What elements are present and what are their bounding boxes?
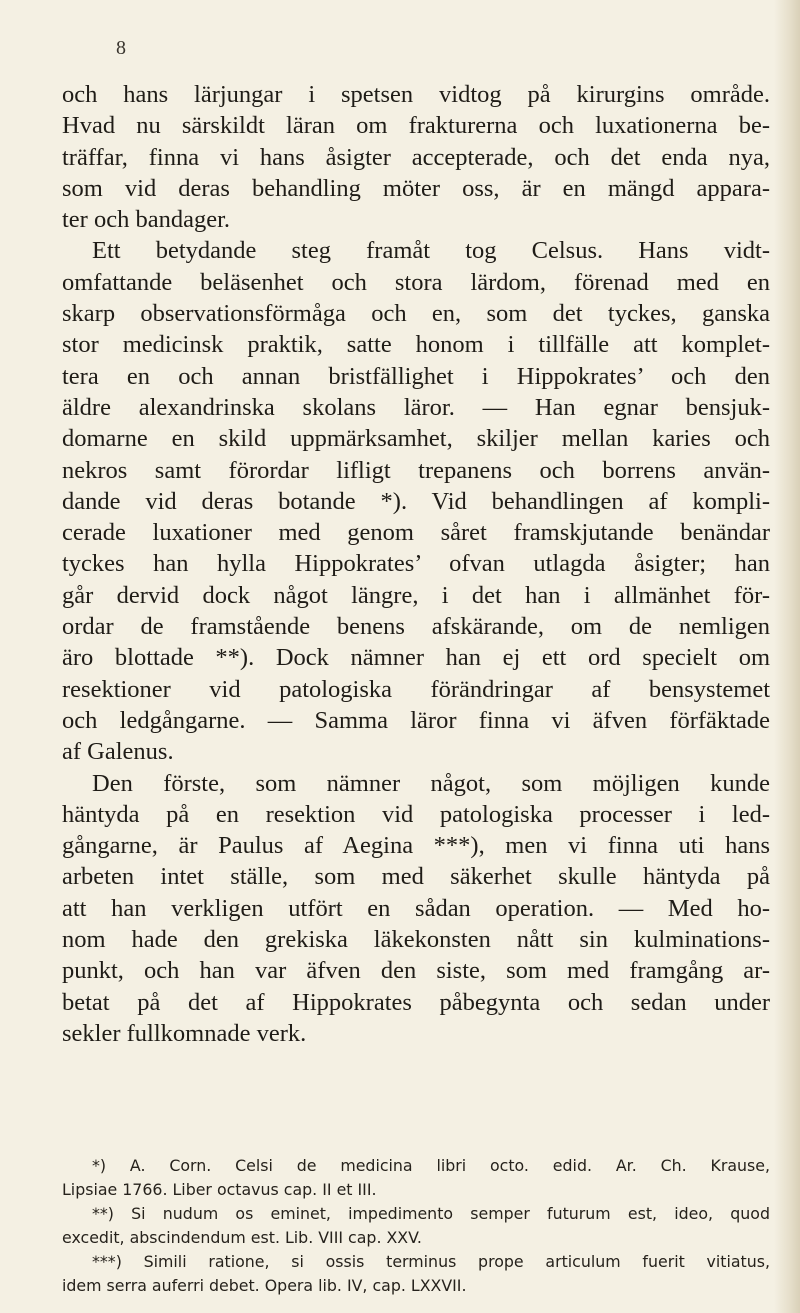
text-line: arbeten intet ställe, som med säkerhet skulle häntyda på [62,863,770,891]
footnote-line: excedit, abscindendum est. Lib. VIII cap. XXV. [62,1228,422,1247]
text-line: af Galenus. [62,738,174,766]
text-line: resektioner vid patologiska förändringar af bensystemet [62,675,770,703]
body-text [62,79,770,1049]
text-line: Den förste, som nämner något, som möjligen kunde [92,769,770,797]
text-line: äro blottade **). Dock nämner han ej ett ord specielt om [62,644,770,672]
footnote-line: Lipsiae 1766. Liber octavus cap. II et III. [62,1180,377,1199]
text-line: äldre alexandrinska skolans läror. — Han egnar bensjuk- [62,393,770,421]
text-line: dande vid deras botande *). Vid behandlingen af kompli- [62,487,770,515]
footnotes [62,1154,770,1298]
text-line: Hvad nu särskildt läran om frakturerna och luxationerna be- [62,112,770,140]
text-line: tyckes han hylla Hippokrates’ ofvan utlagda åsigter; han [62,550,770,578]
text-line: som vid deras behandling möter oss, är en mängd appara- [62,174,770,202]
footnote-line: **) Si nudum os eminet, impedimento semper futurum est, ideo, quod [92,1204,770,1223]
text-line: nom hade den grekiska läkekonsten nått sin kulminations- [62,926,770,954]
text-line: nekros samt förordar lifligt trepanens och borrens använ- [62,456,770,484]
text-line: punkt, och han var äfven den siste, som med framgång ar- [62,957,770,985]
text-line: cerade luxationer med genom såret framskjutande benändar [62,519,770,547]
text-line: gångarne, är Paulus af Aegina ***), men vi finna uti hans [62,832,770,860]
text-line: Ett betydande steg framåt tog Celsus. Hans vidt- [92,237,770,265]
footnote-line: idem serra auferri debet. Opera lib. IV, cap. LXXVII. [62,1276,467,1295]
text-line: att han verkligen utfört en sådan operation. — Med ho- [62,894,770,922]
text-line: ordar de framstående benens afskärande, om de nemligen [62,613,770,641]
footnote-line: *) A. Corn. Celsi de medicina libri octo. edid. Ar. Ch. Krause, [92,1156,770,1175]
page-number: 8 [116,37,126,59]
page-edge-shadow [774,0,800,1313]
text-line: häntyda på en resektion vid patologiska processer i led- [62,800,770,828]
text-line: omfattande beläsenhet och stora lärdom, förenad med en [62,268,770,296]
text-line: ter och bandager. [62,206,231,234]
text-line: stor medicinsk praktik, satte honom i tillfälle att komplet- [62,331,770,359]
text-line: skarp observationsförmåga och en, som det tyckes, ganska [62,300,770,328]
text-line: träffar, finna vi hans åsigter accepterade, och det enda nya, [62,143,770,171]
text-line: och hans lärjungar i spetsen vidtog på kirurgins område. [62,81,770,108]
text-line: betat på det af Hippokrates påbegynta och sedan under [62,988,770,1016]
text-line: går dervid dock något längre, i det han i allmänhet för- [62,581,770,609]
text-line: och ledgångarne. — Samma läror finna vi äfven förfäktade [62,706,770,734]
text-line: tera en och annan bristfällighet i Hippokrates’ och den [62,362,770,390]
footnote-line: ***) Simili ratione, si ossis terminus prope articulum fuerit vitiatus, [92,1252,770,1271]
text-line: sekler fullkomnade verk. [62,1019,307,1047]
text-line: domarne en skild uppmärksamhet, skiljer mellan karies och [62,425,770,453]
